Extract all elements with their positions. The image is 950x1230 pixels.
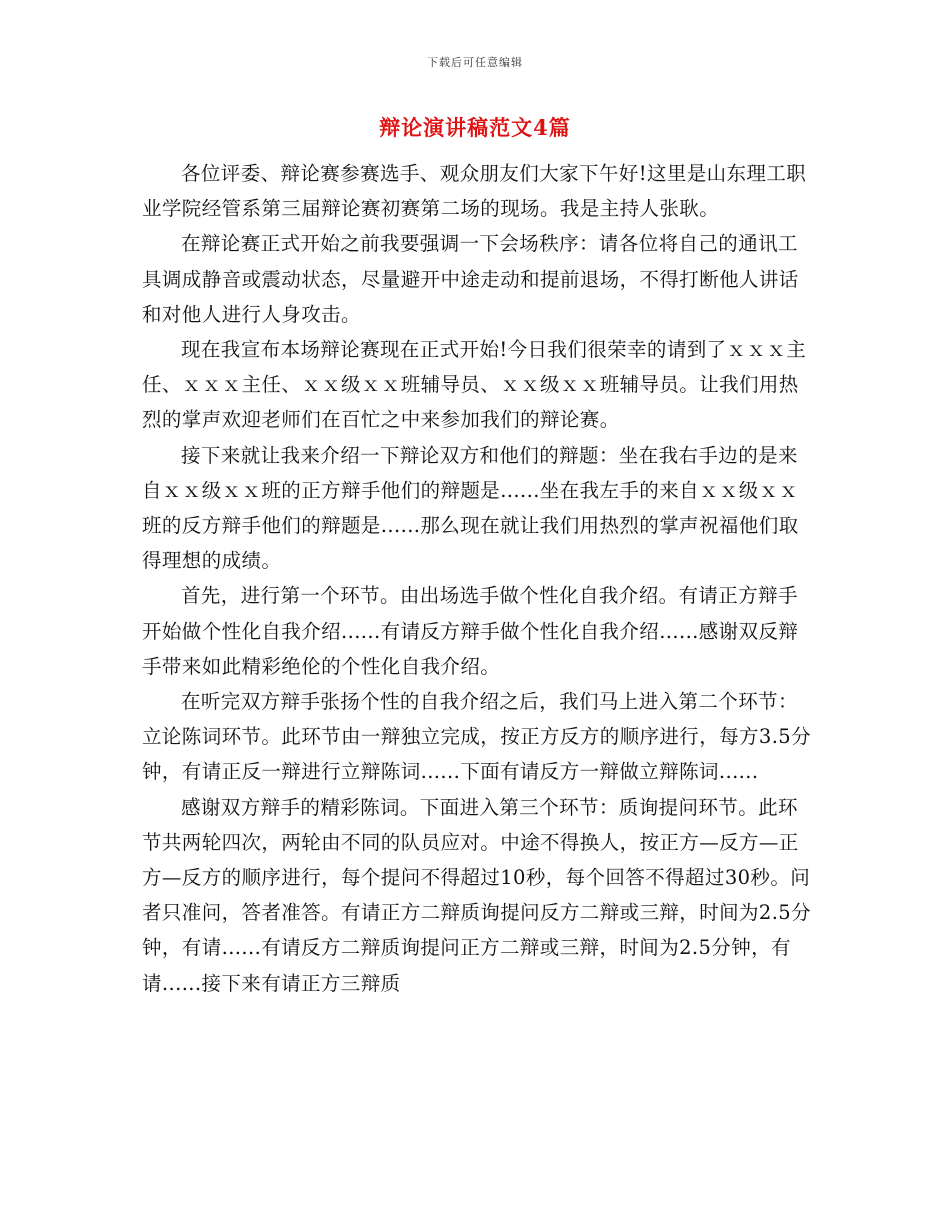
paragraph-cross-examination: 感谢双方辩手的精彩陈词。下面进入第三个环节：质询提问环节。此环节共两轮四次，两轮由不同的队员应对。中途不得换人，按正方—反方—正方—反方的顺序进行，每个提问不得超过10秒，每个回答不得超过30秒。问者只准问，答者准答。有请正方二辩质询提问反方二辩或三辩，时间为2.5分钟，有请......有请反方二辩质询提问正方二辩或三辩，时间为2.5分钟，有请......接下来有请正方三辩质: [142, 795, 812, 995]
paragraph-self-introduction: 首先，进行第一个环节。由出场选手做个性化自我介绍。有请正方辩手开始做个性化自我介绍......有请反方辩手做个性化自我介绍......感谢双反辩手带来如此精彩绝伦的个性化自我介绍。: [142, 584, 799, 678]
paragraph-opening-statements: 在听完双方辩手张扬个性的自我介绍之后，我们马上进入第二个环节：立论陈词环节。此环节由一辩独立完成，按正方反方的顺序进行，每方3.5分钟，有请正反一辩进行立辩陈词......下面有请反方一辩做立辩陈词......: [142, 690, 812, 784]
page-header-note: 下载后可任意编辑: [427, 56, 523, 69]
paragraph-order-rules: 在辩论赛正式开始之前我要强调一下会场秩序：请各位将自己的通讯工具调成静音或震动状态，尽量避开中途走动和提前退场，不得打断他人讲话和对他人进行人身攻击。: [142, 232, 799, 326]
document-title: 辩论演讲稿范文4篇: [379, 115, 571, 140]
paragraph-opening: 各位评委、辩论赛参赛选手、观众朋友们大家下午好!这里是山东理工职业学院经管系第三届辩论赛初赛第二场的现场。我是主持人张耿。: [142, 162, 807, 221]
paragraph-announce-start: 现在我宣布本场辩论赛现在正式开始!今日我们很荣幸的请到了ｘｘｘ主任、ｘｘｘ主任、ｘｘ级ｘｘ班辅导员、ｘｘ级ｘｘ班辅导员。让我们用热烈的掌声欢迎老师们在百忙之中来参加我们的辩论赛。: [142, 338, 807, 432]
paragraph-introduce-sides: 接下来就让我来介绍一下辩论双方和他们的辩题：坐在我右手边的是来自ｘｘ级ｘｘ班的正方辩手他们的辩题是......坐在我左手的来自ｘｘ级ｘｘ班的反方辩手他们的辩题是......那么现在就让我们用热烈的掌声祝福他们取得理想的成绩。: [142, 443, 799, 573]
document-body: [142, 156, 812, 1001]
